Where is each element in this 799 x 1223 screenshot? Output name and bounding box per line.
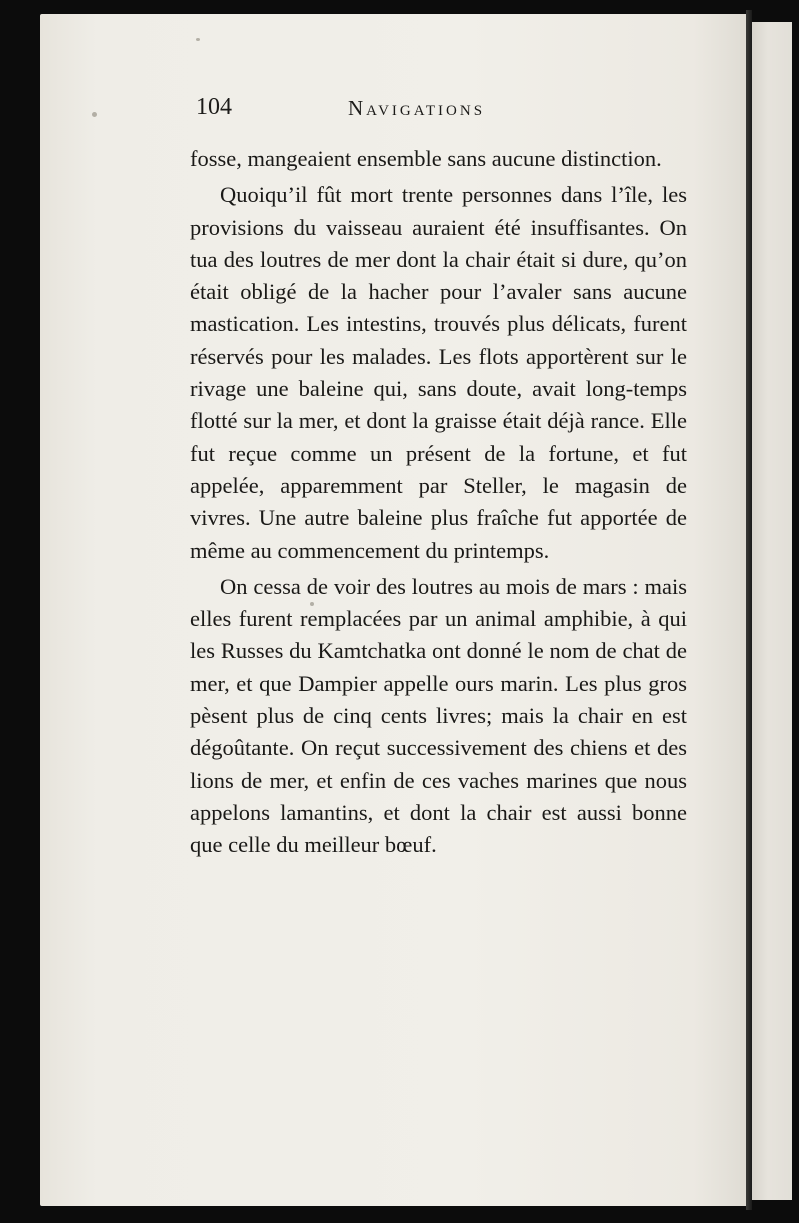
paragraph-continued: fosse, mangeaient ensemble sans aucune distinction.	[190, 146, 662, 171]
page-number: 104	[196, 94, 232, 120]
running-title: Navigations	[348, 96, 486, 120]
paper-speck	[92, 112, 97, 117]
paragraph: On cessa de voir des loutres au mois de mars : mais elles furent remplacées par un animal amphibie, à qui les Russes du Kamtchatka ont donné le nom de chat de mer, et que Dampier appelle ours marin. Les plus gros pèsent plus de cinq cents livres; mais la chair en est dégoûtante. On reçut successivement des chiens et des lions de mer, et enfin de ces vaches marines que nous appelons lamantins, et dont la chair est aussi bonne que celle du meilleur bœuf.	[190, 573, 687, 858]
paragraph: Quoiqu’il fût mort trente personnes dans l’île, les provisions du vaisseau auraient été insuffisantes. On tua des loutres de mer dont la chair était si dure, qu’on était obligé de la hacher pour l’avaler sans aucune mastication. Les intestins, trouvés plus délicats, furent réservés pour les malades. Les flots apportèrent sur le rivage une baleine qui, sans doute, avait long-temps flotté sur la mer, et dont la graisse était déjà rance. Elle fut reçue comme un présent de la fortune, et fut appelée, apparemment par Steller, le magasin de vivres. Une autre baleine plus fraîche fut apportée de même au commencement du printemps.	[190, 182, 687, 563]
facing-page-edge	[752, 22, 792, 1200]
paper-speck	[196, 38, 200, 41]
running-header	[196, 94, 526, 128]
body-text	[190, 143, 687, 866]
